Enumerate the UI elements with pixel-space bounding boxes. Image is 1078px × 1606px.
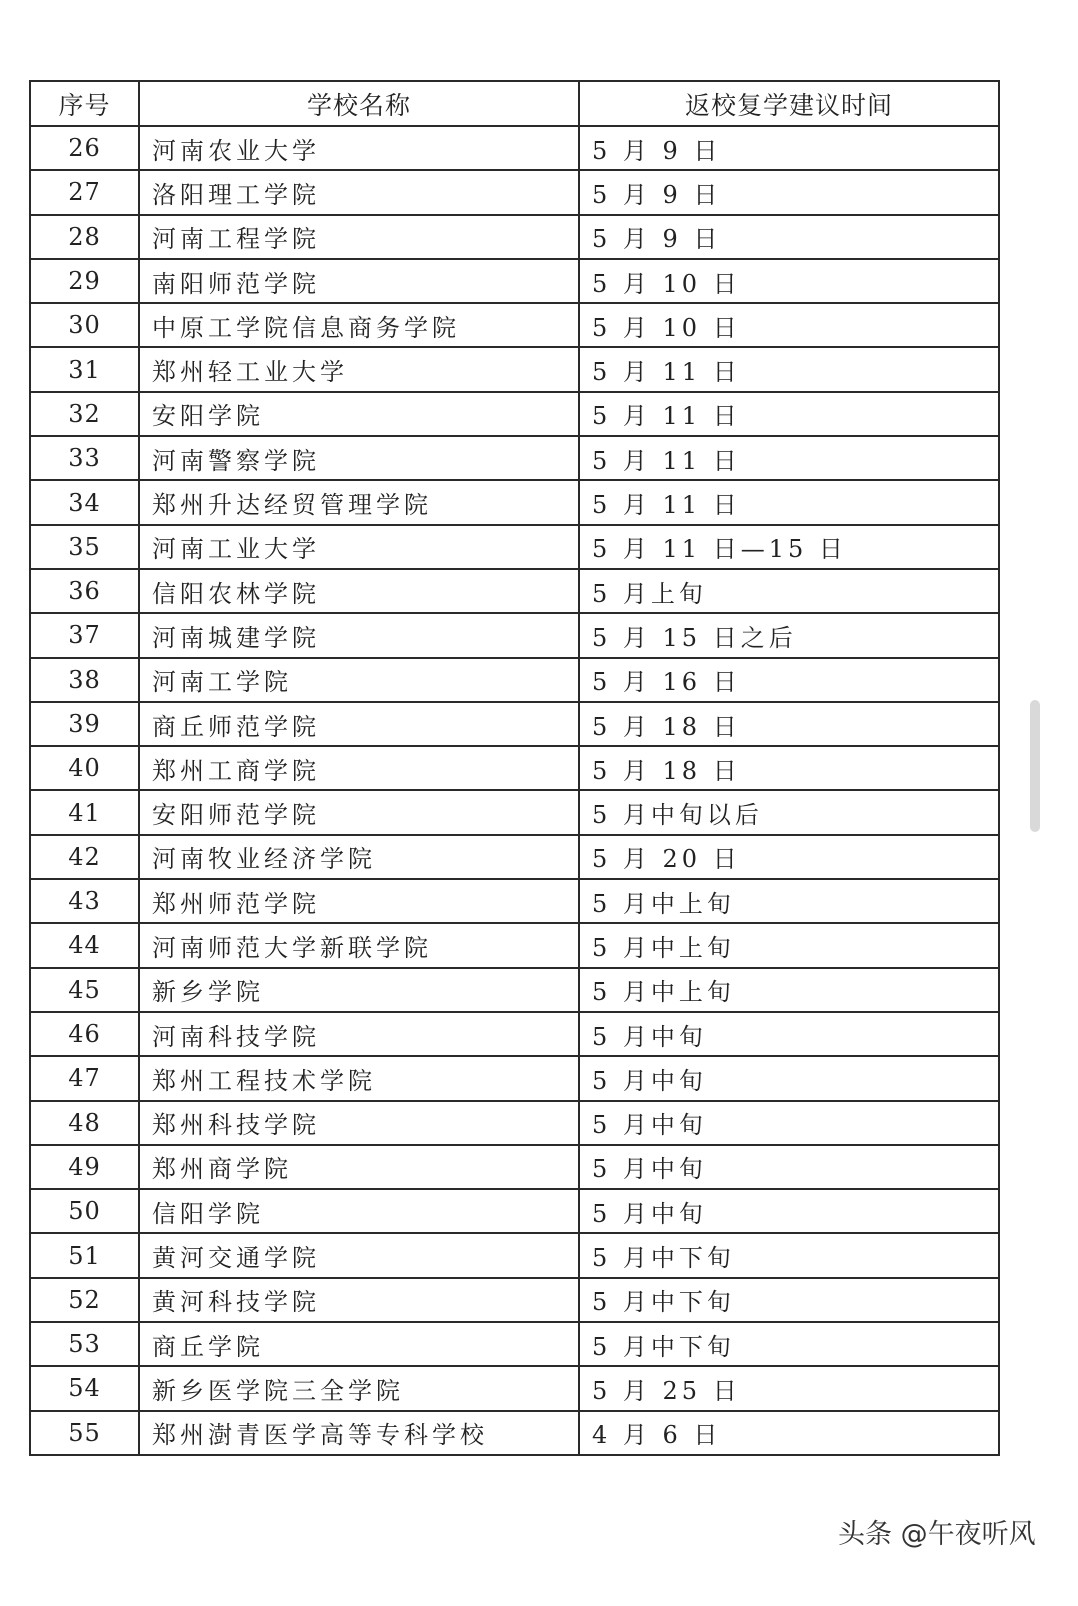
table-row [30, 1012, 999, 1056]
table-row [30, 746, 999, 790]
suggested-date: 5 月 9 日 [579, 215, 999, 259]
table-row [30, 215, 999, 259]
row-number: 54 [30, 1366, 139, 1410]
school-name: 河南科技学院 [139, 1012, 579, 1056]
table-row [30, 790, 999, 834]
table-row [30, 1322, 999, 1366]
suggested-date: 5 月中上旬 [579, 879, 999, 923]
school-name: 黄河科技学院 [139, 1278, 579, 1322]
school-reopening-table [29, 80, 1000, 1456]
table-row [30, 480, 999, 524]
row-number: 38 [30, 658, 139, 702]
table-row [30, 126, 999, 170]
row-number: 52 [30, 1278, 139, 1322]
suggested-date: 5 月中旬 [579, 1056, 999, 1100]
header-suggested-date: 返校复学建议时间 [579, 81, 999, 126]
table-row [30, 569, 999, 613]
school-name: 河南牧业经济学院 [139, 835, 579, 879]
suggested-date: 5 月 18 日 [579, 746, 999, 790]
suggested-date: 5 月中下旬 [579, 1278, 999, 1322]
suggested-date: 5 月中下旬 [579, 1322, 999, 1366]
suggested-date: 4 月 6 日 [579, 1411, 999, 1455]
suggested-date: 5 月 11 日—15 日 [579, 525, 999, 569]
suggested-date: 5 月中旬 [579, 1101, 999, 1145]
row-number: 28 [30, 215, 139, 259]
header-school-name: 学校名称 [139, 81, 579, 126]
school-name: 安阳学院 [139, 392, 579, 436]
row-number: 29 [30, 259, 139, 303]
school-name: 河南工学院 [139, 658, 579, 702]
header-number: 序号 [30, 81, 139, 126]
row-number: 36 [30, 569, 139, 613]
row-number: 50 [30, 1189, 139, 1233]
table-row [30, 879, 999, 923]
school-name: 郑州工程技术学院 [139, 1056, 579, 1100]
school-name: 河南工程学院 [139, 215, 579, 259]
school-name: 郑州科技学院 [139, 1101, 579, 1145]
table-row [30, 968, 999, 1012]
suggested-date: 5 月上旬 [579, 569, 999, 613]
suggested-date: 5 月 9 日 [579, 126, 999, 170]
row-number: 31 [30, 347, 139, 391]
row-number: 42 [30, 835, 139, 879]
table-row [30, 1056, 999, 1100]
school-name: 中原工学院信息商务学院 [139, 303, 579, 347]
school-name: 信阳学院 [139, 1189, 579, 1233]
school-name: 河南师范大学新联学院 [139, 923, 579, 967]
school-name: 郑州工商学院 [139, 746, 579, 790]
row-number: 37 [30, 613, 139, 657]
table-row [30, 1366, 999, 1410]
table-row [30, 436, 999, 480]
suggested-date: 5 月中上旬 [579, 923, 999, 967]
row-number: 44 [30, 923, 139, 967]
suggested-date: 5 月 10 日 [579, 303, 999, 347]
row-number: 27 [30, 170, 139, 214]
table-row [30, 1411, 999, 1455]
row-number: 39 [30, 702, 139, 746]
suggested-date: 5 月 9 日 [579, 170, 999, 214]
row-number: 43 [30, 879, 139, 923]
suggested-date: 5 月 20 日 [579, 835, 999, 879]
table-row [30, 525, 999, 569]
row-number: 40 [30, 746, 139, 790]
row-number: 35 [30, 525, 139, 569]
suggested-date: 5 月中上旬 [579, 968, 999, 1012]
school-name: 黄河交通学院 [139, 1233, 579, 1277]
school-name: 商丘师范学院 [139, 702, 579, 746]
suggested-date: 5 月 25 日 [579, 1366, 999, 1410]
row-number: 49 [30, 1145, 139, 1189]
row-number: 47 [30, 1056, 139, 1100]
school-name: 河南警察学院 [139, 436, 579, 480]
row-number: 45 [30, 968, 139, 1012]
school-name: 信阳农林学院 [139, 569, 579, 613]
suggested-date: 5 月中旬以后 [579, 790, 999, 834]
table-row [30, 303, 999, 347]
suggested-date: 5 月中旬 [579, 1145, 999, 1189]
watermark: 头条 @午夜听风 [838, 1519, 1036, 1550]
suggested-date: 5 月 11 日 [579, 347, 999, 391]
table-row [30, 1101, 999, 1145]
suggested-date: 5 月中旬 [579, 1189, 999, 1233]
row-number: 34 [30, 480, 139, 524]
school-name: 河南农业大学 [139, 126, 579, 170]
table-row [30, 658, 999, 702]
row-number: 46 [30, 1012, 139, 1056]
table-row [30, 347, 999, 391]
school-name: 新乡医学院三全学院 [139, 1366, 579, 1410]
table-row [30, 1233, 999, 1277]
school-name: 安阳师范学院 [139, 790, 579, 834]
table-row [30, 835, 999, 879]
school-name: 郑州澍青医学高等专科学校 [139, 1411, 579, 1455]
suggested-date: 5 月 18 日 [579, 702, 999, 746]
table-body [30, 126, 999, 1455]
row-number: 53 [30, 1322, 139, 1366]
row-number: 30 [30, 303, 139, 347]
suggested-date: 5 月中下旬 [579, 1233, 999, 1277]
table-row [30, 613, 999, 657]
row-number: 26 [30, 126, 139, 170]
row-number: 55 [30, 1411, 139, 1455]
school-name: 郑州升达经贸管理学院 [139, 480, 579, 524]
row-number: 48 [30, 1101, 139, 1145]
table-row [30, 1189, 999, 1233]
suggested-date: 5 月 11 日 [579, 392, 999, 436]
table-header-row [30, 81, 999, 126]
school-name: 郑州商学院 [139, 1145, 579, 1189]
suggested-date: 5 月 11 日 [579, 480, 999, 524]
row-number: 33 [30, 436, 139, 480]
school-name: 新乡学院 [139, 968, 579, 1012]
suggested-date: 5 月中旬 [579, 1012, 999, 1056]
table-row [30, 170, 999, 214]
suggested-date: 5 月 15 日之后 [579, 613, 999, 657]
table-row [30, 392, 999, 436]
table-row [30, 1278, 999, 1322]
suggested-date: 5 月 10 日 [579, 259, 999, 303]
school-name: 洛阳理工学院 [139, 170, 579, 214]
suggested-date: 5 月 11 日 [579, 436, 999, 480]
table-row [30, 702, 999, 746]
school-name: 郑州师范学院 [139, 879, 579, 923]
suggested-date: 5 月 16 日 [579, 658, 999, 702]
school-name: 郑州轻工业大学 [139, 347, 579, 391]
table-row [30, 1145, 999, 1189]
school-name: 河南城建学院 [139, 613, 579, 657]
school-name: 河南工业大学 [139, 525, 579, 569]
row-number: 51 [30, 1233, 139, 1277]
row-number: 41 [30, 790, 139, 834]
row-number: 32 [30, 392, 139, 436]
school-name: 南阳师范学院 [139, 259, 579, 303]
table-row [30, 923, 999, 967]
scrollbar[interactable] [1030, 700, 1040, 832]
table-row [30, 259, 999, 303]
school-name: 商丘学院 [139, 1322, 579, 1366]
